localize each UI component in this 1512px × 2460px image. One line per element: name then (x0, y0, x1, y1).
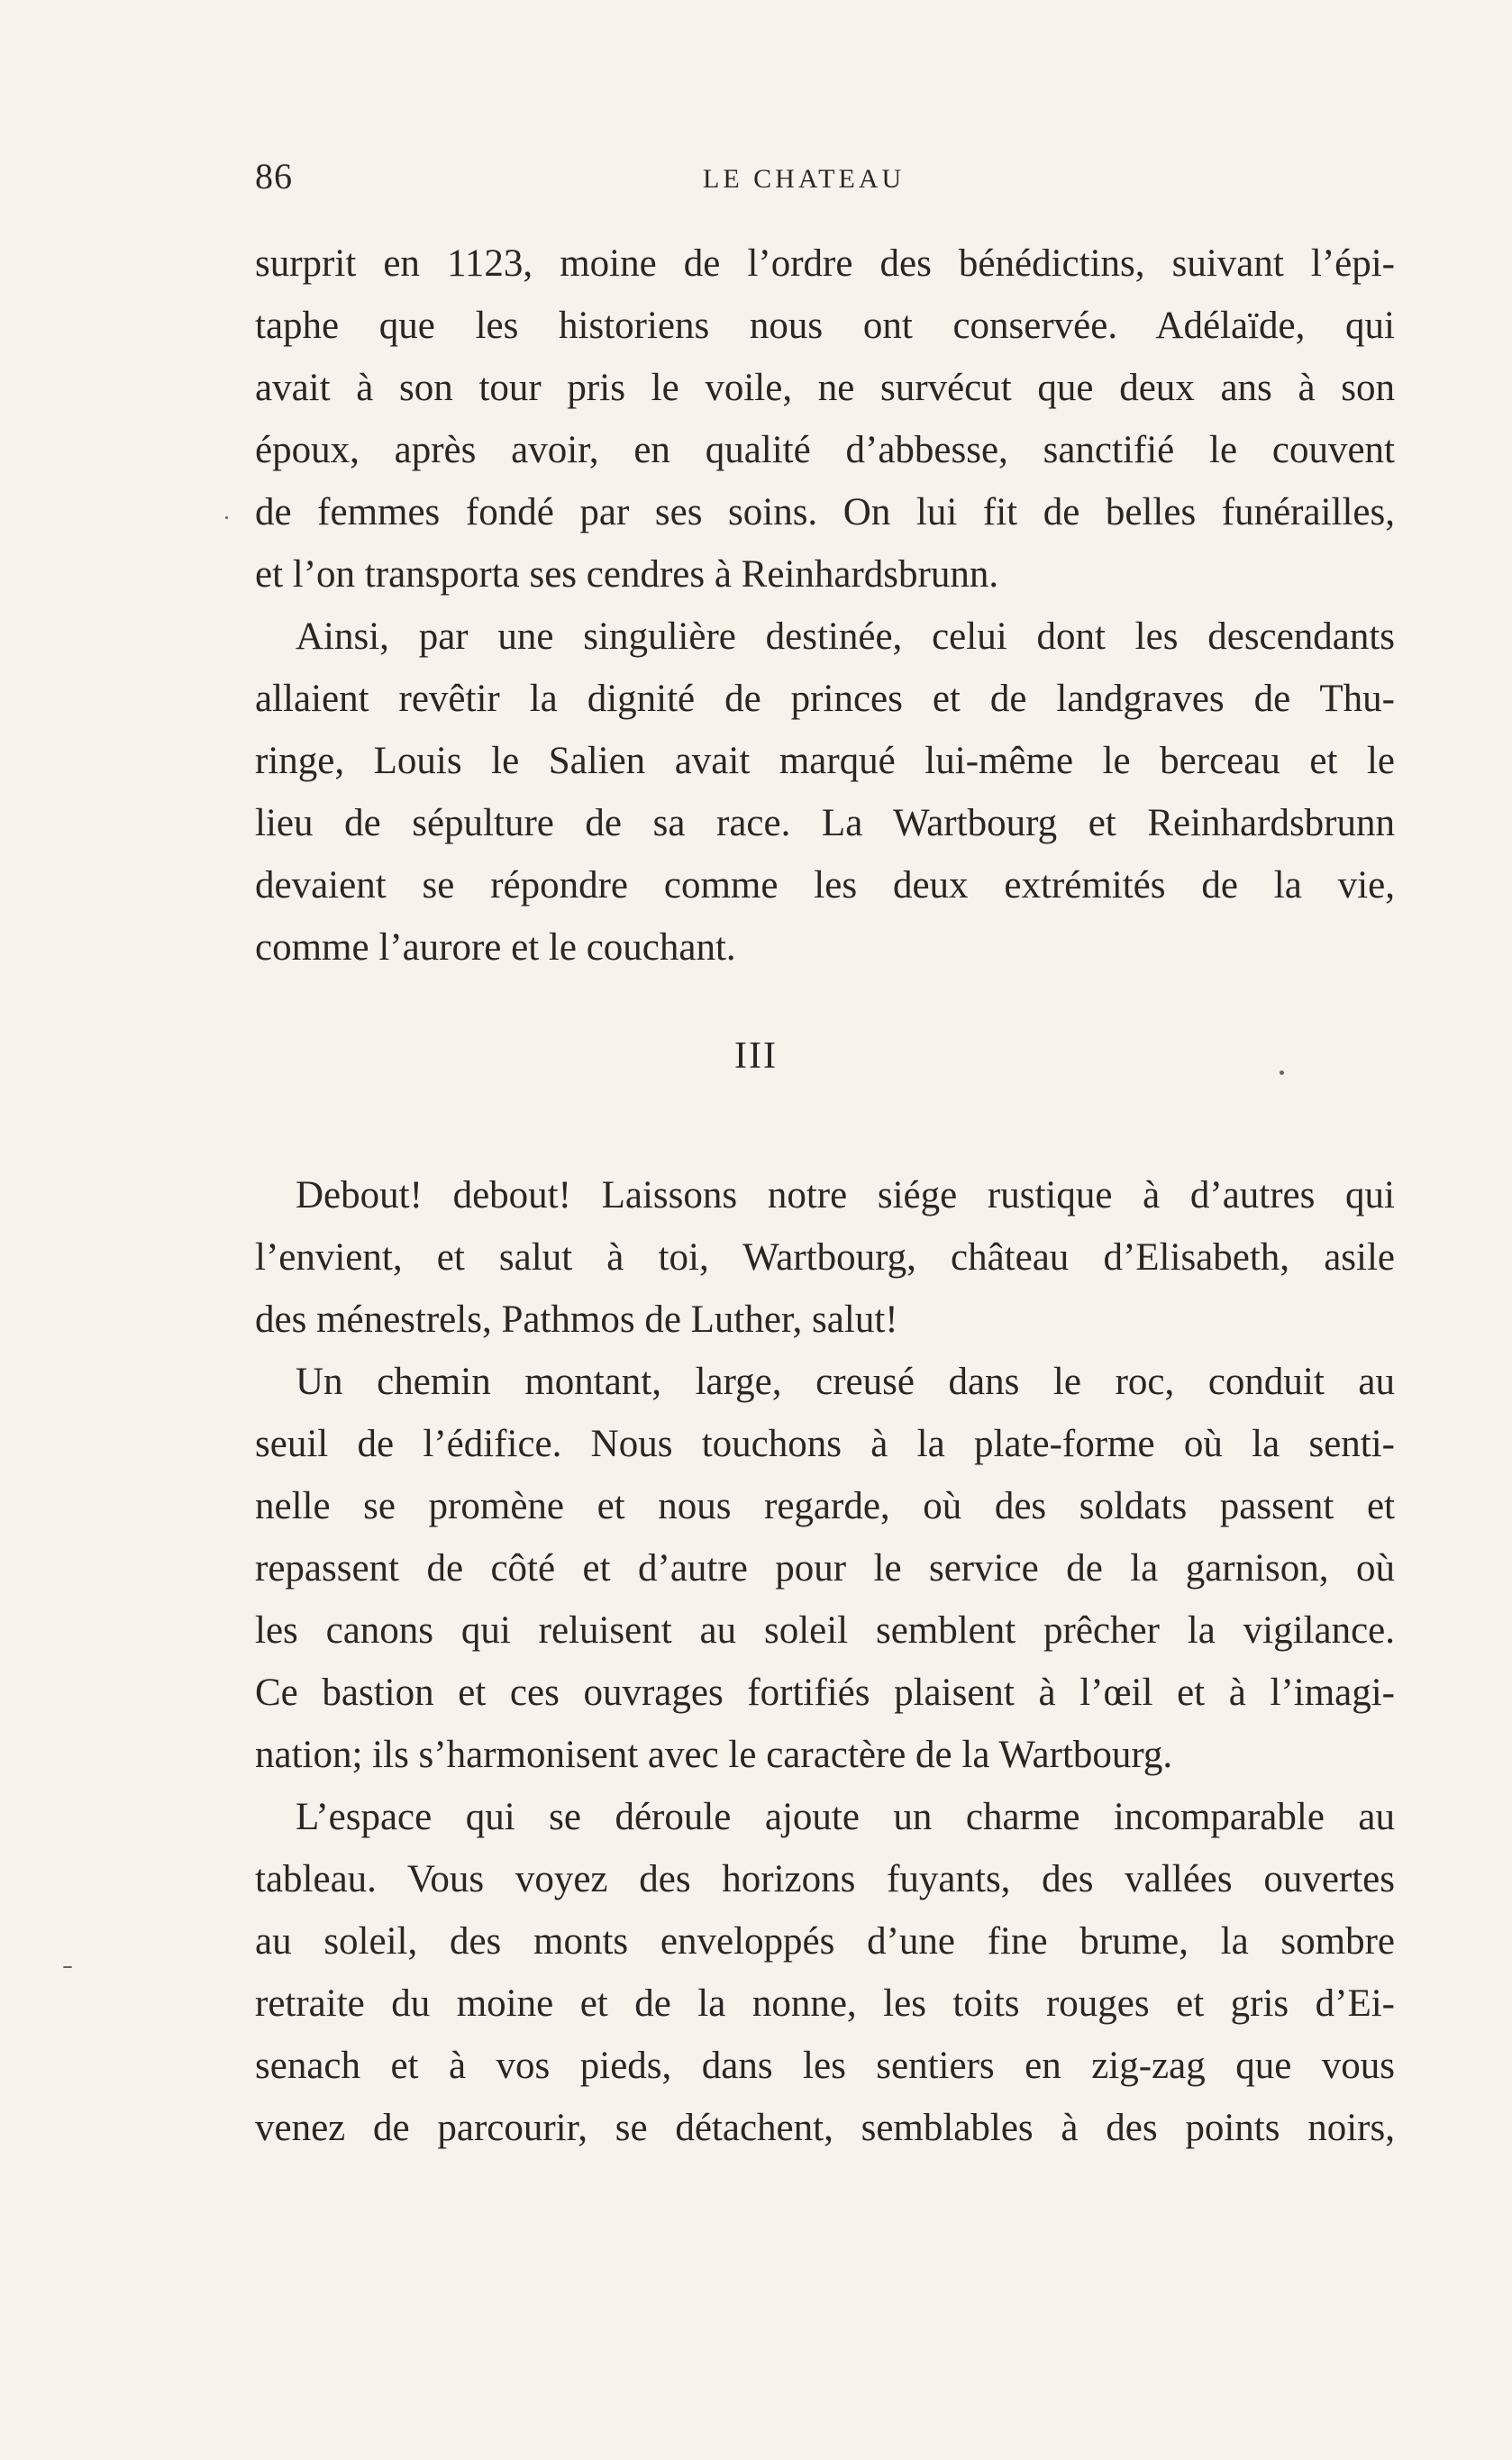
text-line: comme l’aurore et le couchant. (255, 926, 736, 969)
text-line: Ce bastion et ces ouvrages fortifiés plaisent à l’œil et à l’imagi- (255, 1672, 1395, 1714)
text-line: époux, après avoir, en qualité d’abbesse, sanctifié le couvent (255, 429, 1395, 471)
text-line: allaient revêtir la dignité de princes et de landgraves de Thu- (255, 678, 1395, 720)
text-line: Debout! debout! Laissons notre siége rustique à d’autres qui (296, 1174, 1395, 1216)
paragraph-2 (255, 606, 1395, 979)
text-line: avait à son tour pris le voile, ne survécut que deux ans à son (255, 367, 1395, 409)
text-line: ringe, Louis le Salien avait marqué lui-même le berceau et le (255, 740, 1395, 782)
text-line: tableau. Vous voyez des horizons fuyants, des vallées ouvertes (255, 1858, 1395, 1900)
text-line: de femmes fondé par ses soins. On lui fit de belles funérailles, (255, 491, 1395, 533)
ink-speck (1280, 1071, 1284, 1075)
text-line: devaient se répondre comme les deux extrémités de la vie, (255, 864, 1395, 907)
section-heading: III (734, 1035, 778, 1077)
paragraph-1 (255, 232, 1395, 606)
text-line: L’espace qui se déroule ajoute un charme incomparable au (296, 1796, 1395, 1838)
text-line: venez de parcourir, se détachent, semblables à des points noirs, (255, 2107, 1395, 2149)
page-number: 86 (255, 156, 293, 196)
text-line: l’envient, et salut à toi, Wartbourg, château d’Elisabeth, asile (255, 1236, 1395, 1279)
text-line: repassent de côté et d’autre pour le service de la garnison, où (255, 1547, 1395, 1590)
running-title: LE CHATEAU (703, 164, 906, 194)
text-line: des ménestrels, Pathmos de Luther, salut! (255, 1298, 898, 1341)
text-line: retraite du moine et de la nonne, les toits rouges et gris d’Ei- (255, 1982, 1395, 2025)
text-line: les canons qui reluisent au soleil semblent prêcher la vigilance. (255, 1609, 1395, 1652)
text-line: Ainsi, par une singulière destinée, celui dont les descendants (296, 615, 1395, 658)
text-line: Un chemin montant, large, creusé dans le roc, conduit au (296, 1361, 1395, 1403)
text-line: nelle se promène et nous regarde, où des soldats passent et (255, 1485, 1395, 1527)
text-line: au soleil, des monts enveloppés d’une fine brume, la sombre (255, 1920, 1395, 1963)
text-line: et l’on transporta ses cendres à Reinhardsbrunn. (255, 553, 999, 596)
text-line: lieu de sépulture de sa race. La Wartbourg et Reinhardsbrunn (255, 802, 1395, 844)
ink-speck (225, 516, 228, 519)
section-body (255, 1164, 1395, 2159)
ink-mark (63, 1966, 72, 1968)
text-line: surprit en 1123, moine de l’ordre des bénédictins, suivant l’épi- (255, 242, 1395, 285)
text-line: taphe que les historiens nous ont conservée. Adélaïde, qui (255, 305, 1395, 347)
text-line: seuil de l’édifice. Nous touchons à la plate-forme où la senti- (255, 1423, 1395, 1465)
text-line: senach et à vos pieds, dans les sentiers en zig-zag que vous (255, 2045, 1395, 2087)
text-line: nation; ils s’harmonisent avec le caractère de la Wartbourg. (255, 1734, 1173, 1776)
